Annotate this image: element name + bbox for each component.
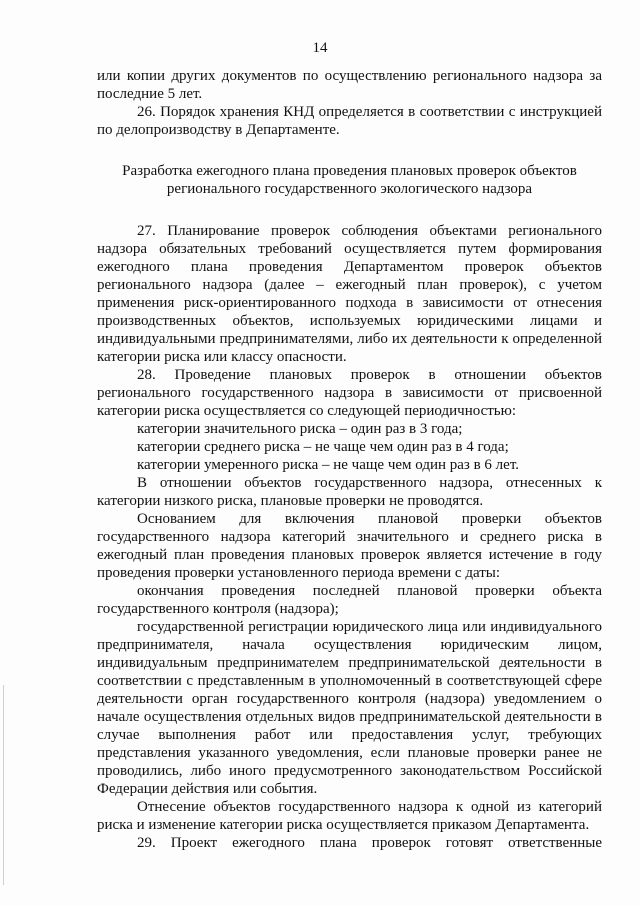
list-item-significant-risk: категории значительного риска – один раз в 3 года; bbox=[137, 421, 463, 437]
paragraph-continuation: или копии других документов по осуществлению регионального надзора за последние 5 лет. bbox=[97, 68, 602, 102]
paragraph-basis: Основанием для включения плановой проверки объектов государственного надзора категорий значительного и среднего риска в ежегодный план проведения плановых проверок является истечение в году проведения проверки установленного периода времени с даты: bbox=[97, 511, 602, 581]
paragraph-registration: государственной регистрации юридического лица или индивидуального предпринимателя, начала осуществления юридическим лицом, индивидуальным предпринимателем предпринимательской деятельности в соответствии с представленным в уполномоченный в соответствующей сфере деятельности орган государственного контроля (надзора) уведомлением о начале осуществления отдельных видов предпринимательской деятельности в случае выполнения работ или предоставления услуг, требующих представления указанного уведомления, если плановые проверки ранее не проводились, либо иного предусмотренного законодательством Российской Федерации действия или события. bbox=[97, 619, 602, 797]
paragraph-risk-assignment: Отнесение объектов государственного надзора к одной из категорий риска и изменение категории риска осуществляется приказом Департамента. bbox=[97, 799, 602, 833]
section-heading: Разработка ежегодного плана проведения плановых проверок объектов регионального государственного экологического надзора bbox=[122, 163, 577, 197]
paragraph-low-risk: В отношении объектов государственного надзора, отнесенных к категории низкого риска, плановые проверки не проводятся. bbox=[97, 475, 602, 509]
page-number: 14 bbox=[312, 40, 328, 56]
paragraph-last-inspection: окончания проведения последней плановой проверки объекта государственного контроля (надзора); bbox=[97, 583, 602, 617]
document-body bbox=[97, 67, 602, 852]
list-item-moderate-risk: категории умеренного риска – не чаще чем один раз в 6 лет. bbox=[137, 457, 520, 473]
list-item-medium-risk: категории среднего риска – не чаще чем один раз в 4 года; bbox=[137, 439, 509, 455]
paragraph-26: 26. Порядок хранения КНД определяется в соответствии с инструкцией по делопроизводству в Департаменте. bbox=[97, 104, 602, 138]
paragraph-27: 27. Планирование проверок соблюдения объектами регионального надзора обязательных требований осуществляется путем формирования ежегодного плана проведения Департаментом проверок объектов регионального надзора (далее – ежегодный план проверок), с учетом применения риск-ориентированного подхода в зависимости от отнесения производственных объектов, используемых юридическими лицами и индивидуальными предпринимателями, либо их деятельности к определенной категории риска или классу опасности. bbox=[97, 223, 602, 365]
paragraph-29: 29. Проект ежегодного плана проверок готовят ответственные bbox=[137, 835, 602, 851]
paragraph-28: 28. Проведение плановых проверок в отношении объектов регионального государственного надзора в зависимости от присвоенной категории риска осуществляется со следующей периодичностью: bbox=[97, 367, 602, 419]
scan-edge-line bbox=[3, 685, 4, 885]
